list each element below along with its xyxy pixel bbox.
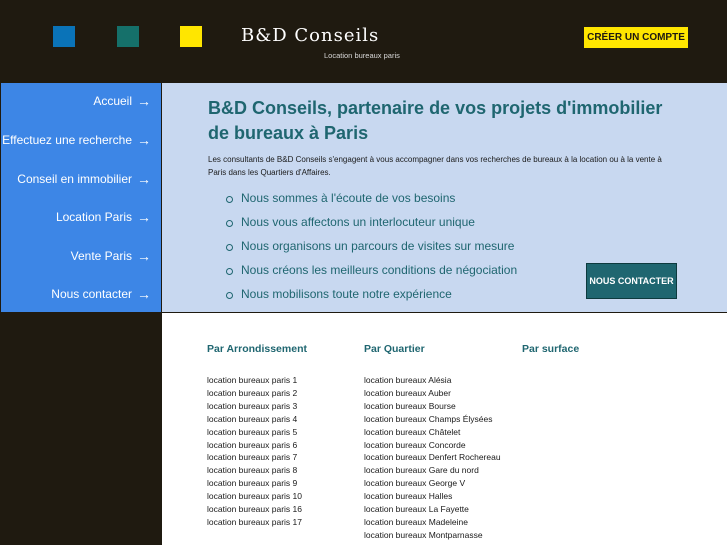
nav-item-conseil[interactable]: [17, 170, 151, 188]
nav-item-location[interactable]: [56, 208, 151, 226]
site-header: [0, 0, 727, 82]
list-item: Nous créons les meilleurs conditions de négociation: [224, 261, 517, 285]
search-link[interactable]: location bureaux paris 2: [207, 387, 298, 398]
search-link[interactable]: location bureaux Bourse: [364, 400, 456, 411]
nav-item-recherche[interactable]: [2, 131, 151, 149]
search-link[interactable]: location bureaux Denfert Rochereau: [364, 452, 501, 463]
arrow-right-icon: →: [137, 132, 151, 148]
column-heading: Par Quartier: [364, 343, 425, 355]
search-link[interactable]: location bureaux paris 1: [207, 375, 298, 385]
search-link[interactable]: location bureaux Châtelet: [364, 426, 461, 437]
search-link[interactable]: location bureaux Madeleine: [364, 516, 468, 527]
page-title: B&D Conseils, partenaire de vos projets d'immobilier de bureaux à Paris: [208, 98, 663, 143]
search-link[interactable]: location bureaux Gare du nord: [364, 465, 479, 476]
search-link[interactable]: location bureaux paris 7: [207, 452, 298, 463]
nav-item-label: Location Paris: [55, 210, 132, 224]
nav-item-label: Accueil: [93, 94, 132, 108]
search-link[interactable]: location bureaux paris 6: [207, 439, 298, 450]
column-heading: Par surface: [522, 343, 580, 355]
list-item: Nous sommes à l'écoute de vos besoins: [224, 189, 517, 213]
search-link[interactable]: location bureaux paris 16: [207, 504, 302, 515]
list-item: Nous vous affectons un interlocuteur unique: [224, 213, 517, 237]
surface-column: [522, 343, 579, 374]
arrow-right-icon: →: [137, 248, 151, 264]
list-item: Nous organisons un parcours de visites sur mesure: [224, 237, 517, 261]
search-link[interactable]: location bureaux Champs Élysées: [364, 413, 493, 424]
yellow-square-logo: [180, 26, 202, 47]
search-link[interactable]: location bureaux paris 9: [207, 478, 298, 489]
search-link[interactable]: location bureaux paris 5: [207, 426, 298, 437]
arrow-right-icon: →: [137, 286, 151, 302]
search-link[interactable]: location bureaux paris 3: [207, 400, 298, 411]
arrow-right-icon: →: [137, 171, 151, 187]
hero-section: [162, 83, 727, 312]
list-item: Nous mobilisons toute notre expérience: [224, 285, 517, 309]
sidebar-nav: [1, 83, 161, 312]
search-links-section: [162, 313, 727, 545]
intro-text: Les consultants de B&D Conseils s'engagent à vous accompagner dans vos recherches de bureaux à la location ou à la vente à Paris dans les Quartiers d'Affaires.: [208, 155, 662, 177]
search-link[interactable]: location bureaux paris 17: [207, 516, 302, 527]
nav-item-vente[interactable]: [71, 247, 151, 265]
benefits-list: [224, 189, 517, 309]
arrondissement-column: [207, 343, 307, 529]
search-link[interactable]: location bureaux Auber: [364, 387, 451, 398]
blue-square-logo: [53, 26, 75, 47]
teal-square-logo: [117, 26, 139, 47]
arrow-right-icon: →: [137, 93, 151, 109]
search-link[interactable]: location bureaux George V: [364, 478, 466, 489]
nav-item-label: Nous contacter: [51, 287, 132, 301]
brand-name[interactable]: B&D Conseils: [241, 25, 380, 46]
nav-item-label: Vente Paris: [70, 249, 132, 263]
search-link[interactable]: location bureaux Halles: [364, 491, 453, 502]
quartier-column: [364, 343, 501, 542]
column-heading: Par Arrondissement: [207, 343, 307, 355]
quartier-links: [364, 374, 501, 542]
nav-item-label: Conseil en immobilier: [17, 172, 132, 186]
nav-item-label: Effectuez une recherche: [2, 133, 132, 147]
search-link[interactable]: location bureaux Concorde: [364, 439, 466, 450]
search-link[interactable]: location bureaux Montparnasse: [364, 529, 483, 540]
nav-item-contact[interactable]: [51, 285, 151, 303]
nav-item-accueil[interactable]: [93, 92, 151, 110]
arrondissement-links: [207, 374, 307, 529]
arrow-right-icon: →: [137, 209, 151, 225]
create-account-button[interactable]: CRÉER UN COMPTE: [584, 27, 688, 48]
search-link[interactable]: location bureaux paris 4: [207, 413, 298, 424]
search-link[interactable]: location bureaux La Fayette: [364, 504, 469, 515]
search-link[interactable]: location bureaux Alésia: [364, 375, 452, 385]
tagline: Location bureaux paris: [324, 51, 400, 60]
search-link[interactable]: location bureaux paris 10: [207, 491, 302, 502]
search-link[interactable]: location bureaux paris 8: [207, 465, 298, 476]
contact-us-button[interactable]: NOUS CONTACTER: [586, 263, 677, 299]
